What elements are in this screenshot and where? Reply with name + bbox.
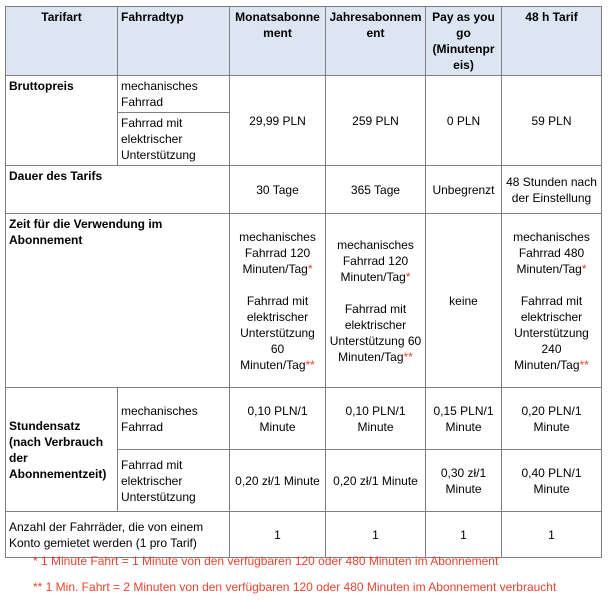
dauer-jahr: 365 Tage [326,166,426,214]
zeit-payg: keine [426,214,502,388]
bruttopreis-label: Bruttopreis [6,76,118,166]
stundensatz-mech-type: mechanisches Fahrrad [118,388,230,450]
stundensatz-monat-mech: 0,10 PLN/1 Minute [230,388,326,450]
zeit-monat [230,214,326,388]
anzahl-row [6,512,602,558]
anzahl-jahr: 1 [326,512,426,558]
dauer-payg: Unbegrenzt [426,166,502,214]
zeit-48h-mech: mechanisches Fahrrad 480 Minuten/Tag [513,229,590,276]
bruttopreis-row-1 [6,76,602,113]
anzahl-payg: 1 [426,512,502,558]
bruttopreis-payg: 0 PLN [426,76,502,166]
dauer-48h: 48 Stunden nach der Einstellung [502,166,602,214]
zeit-48h [502,214,602,388]
header-48h-tarif: 48 h Tarif [502,7,602,76]
zeit-jahr-mech: mechanisches Fahrrad 120 Minuten/Tag [337,237,414,284]
header-fahrradtyp: Fahrradtyp [118,7,230,76]
anzahl-48h: 1 [502,512,602,558]
zeit-48h-elek: Fahrrad mit elektrischer Unterstützung 240 Minuten/Tag [514,293,589,372]
footnote-marker-1: * [581,261,587,276]
footnote-marker-1: * [307,261,313,276]
zeit-jahr-elek: Fahrrad mit elektrischer Unterstützung 60 Minuten/Tag [329,301,422,364]
footnote-marker-2: ** [305,357,315,372]
stundensatz-label: Stundensatz (nach Verbrauch der Abonnementzeit) [6,388,118,512]
header-monatsabonnement: Monatsabonne ment [230,7,326,76]
tariff-table [5,6,602,558]
header-row [6,7,602,76]
footnote-marker-1: * [405,269,411,284]
zeit-row [6,214,602,388]
bruttopreis-monat: 29,99 PLN [230,76,326,166]
stundensatz-jahr-elek: 0,20 zł/1 Minute [326,450,426,512]
footnote-2: ** 1 Min. Fahrt = 2 Minuten von den verfügbaren 120 oder 480 Minuten im Abonnement verbraucht [33,580,557,594]
dauer-label: Dauer des Tarifs [6,166,230,214]
footnote-marker-2: ** [403,349,413,364]
stundensatz-48h-elek: 0,40 PLN/1 Minute [502,450,602,512]
zeit-jahr [326,214,426,388]
bruttopreis-elek-type: Fahrrad mit elektrischer Unterstützung [118,113,230,166]
anzahl-monat: 1 [230,512,326,558]
tariff-table-wrapper [5,6,602,558]
stundensatz-jahr-mech: 0,10 PLN/1 Minute [326,388,426,450]
stundensatz-elek-type: Fahrrad mit elektrischer Unterstützung [118,450,230,512]
header-pay-as-you-go: Pay as you go (Minutenpr eis) [426,7,502,76]
stundensatz-48h-mech: 0,20 PLN/1 Minute [502,388,602,450]
dauer-row [6,166,602,214]
stundensatz-row-1 [6,388,602,450]
footnote-1: * 1 Minute Fahrt = 1 Minute von den verfügbaren 120 oder 480 Minuten im Abonnement [33,554,499,568]
header-jahresabonnement: Jahresabonnem ent [326,7,426,76]
anzahl-label: Anzahl der Fahrräder, die von einem Konto gemietet werden (1 pro Tarif) [6,512,230,558]
bruttopreis-mech-type: mechanisches Fahrrad [118,76,230,113]
footnote-marker-2: ** [579,357,589,372]
dauer-monat: 30 Tage [230,166,326,214]
stundensatz-payg-elek: 0,30 zł/1 Minute [426,450,502,512]
bruttopreis-48h: 59 PLN [502,76,602,166]
stundensatz-monat-elek: 0,20 zł/1 Minute [230,450,326,512]
zeit-monat-elek: Fahrrad mit elektrischer Unterstützung 60 Minuten/Tag [240,293,315,372]
stundensatz-payg-mech: 0,15 PLN/1 Minute [426,388,502,450]
zeit-monat-mech: mechanisches Fahrrad 120 Minuten/Tag [239,229,316,276]
zeit-label: Zeit für die Verwendung im Abonnement [6,214,230,388]
bruttopreis-jahr: 259 PLN [326,76,426,166]
header-tarifart: Tarifart [6,7,118,76]
